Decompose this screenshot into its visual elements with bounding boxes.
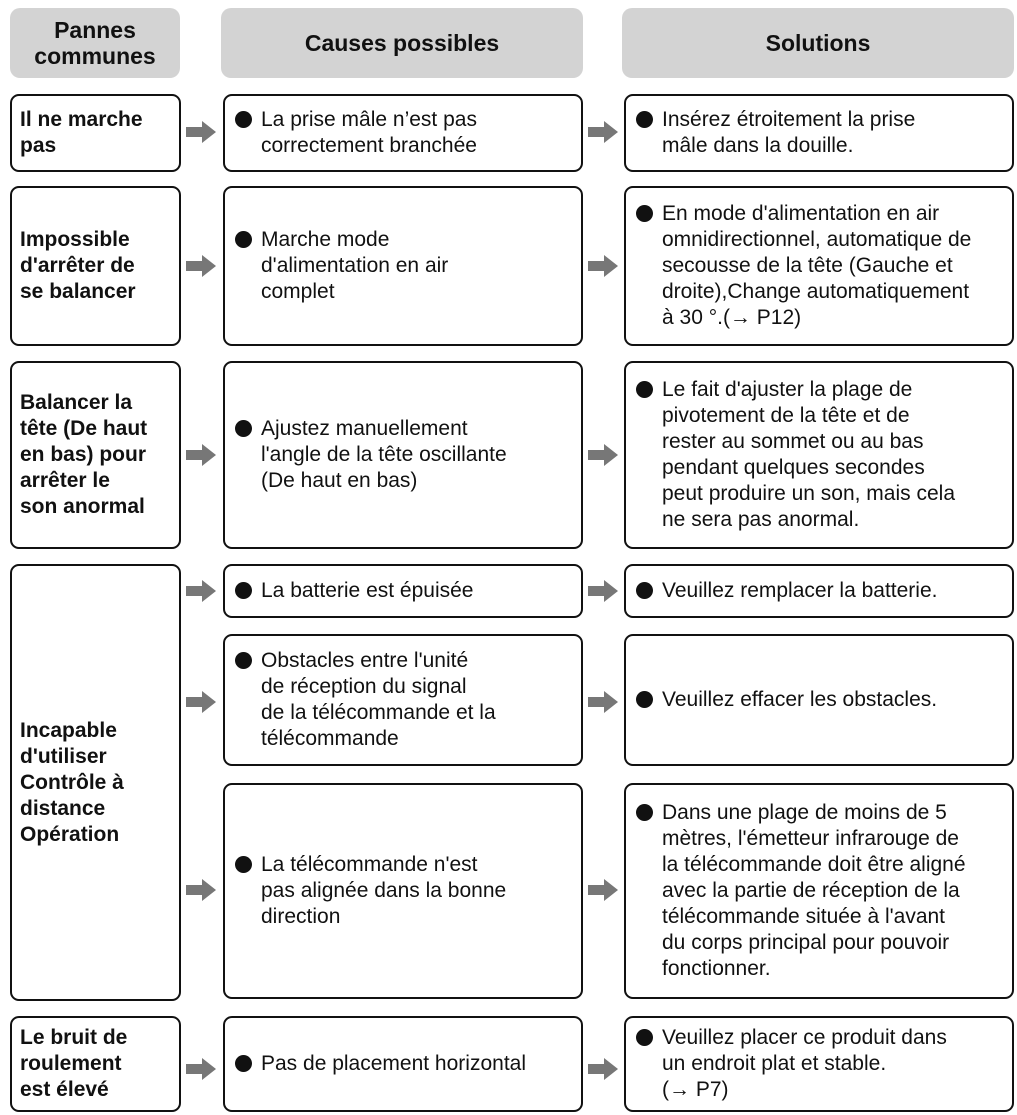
solution-box — [624, 634, 1014, 766]
solution-line: fonctionner. — [662, 957, 771, 980]
arrow-icon — [186, 121, 216, 143]
cause-line: de la télécommande et la — [261, 701, 496, 724]
problem-line: son anormal — [20, 495, 145, 518]
solution-line: un endroit plat et stable. — [662, 1052, 887, 1075]
bullet-icon — [235, 652, 252, 669]
arrow-icon — [186, 1058, 216, 1080]
solution-box — [624, 94, 1014, 172]
cause-line: La prise mâle n’est pas — [261, 108, 477, 131]
arrow-icon — [588, 580, 618, 602]
cause-line: de réception du signal — [261, 675, 467, 698]
solution-line: à 30 °.(→ P12) — [662, 306, 802, 329]
solution-line: ne sera pas anormal. — [662, 508, 860, 531]
problem-line: Le bruit de — [20, 1026, 128, 1049]
cause-box — [223, 94, 583, 172]
arrow-icon — [588, 879, 618, 901]
problem-line: Impossible — [20, 228, 130, 251]
header-problems-line-2: communes — [34, 43, 156, 69]
header-problems — [10, 8, 180, 78]
problem-box — [10, 186, 181, 346]
solution-line: droite),Change automatiquement — [662, 280, 970, 303]
bullet-icon — [235, 1055, 252, 1072]
solution-line: avec la partie de réception de la — [662, 879, 960, 902]
problem-line: d'arrêter de — [20, 254, 135, 277]
problem-line: arrêter le — [20, 469, 110, 492]
problem-line: Incapable — [20, 718, 117, 742]
bullet-icon — [235, 111, 252, 128]
solution-line: rester au sommet ou au bas — [662, 430, 924, 453]
cause-line: télécommande — [261, 727, 399, 750]
cause-line: complet — [261, 280, 335, 303]
cause-box — [223, 564, 583, 618]
cause-box — [223, 1016, 583, 1112]
solution-line: mâle dans la douille. — [662, 134, 854, 157]
problem-line: pas — [20, 134, 57, 157]
solution-line: la télécommande doit être aligné — [662, 853, 966, 876]
problem-line: Il ne marche — [20, 108, 143, 131]
solution-line: secousse de la tête (Gauche et — [662, 254, 953, 277]
bullet-icon — [636, 1029, 653, 1046]
arrow-icon — [186, 691, 216, 713]
arrow-icon — [186, 255, 216, 277]
cause-line: d'alimentation en air — [261, 254, 449, 277]
cause-box — [223, 186, 583, 346]
cause-line: direction — [261, 905, 341, 928]
cause-line: La télécommande n'est — [261, 853, 478, 876]
problem-line: Balancer la — [20, 391, 133, 414]
solution-line: pendant quelques secondes — [662, 456, 925, 479]
cause-line: correctement branchée — [261, 134, 477, 157]
bullet-icon — [235, 231, 252, 248]
problem-line: tête (De haut — [20, 417, 148, 440]
cause-box — [223, 783, 583, 999]
bullet-icon — [636, 205, 653, 222]
cause-line: Marche mode — [261, 228, 390, 251]
arrow-icon — [186, 580, 216, 602]
problem-line: Contrôle à — [20, 770, 124, 794]
bullet-icon — [636, 111, 653, 128]
solution-line: pivotement de la tête et de — [662, 404, 910, 427]
solution-line: Veuillez remplacer la batterie. — [662, 579, 938, 602]
bullet-icon — [235, 582, 252, 599]
problem-box — [10, 361, 181, 549]
problem-line: Opération — [20, 822, 120, 846]
cause-line: Ajustez manuellement — [261, 417, 468, 440]
header-solutions — [622, 8, 1014, 78]
header-causes-label: Causes possibles — [304, 30, 500, 56]
cause-box — [223, 361, 583, 549]
solution-line: Veuillez effacer les obstacles. — [662, 688, 938, 711]
problem-line: distance — [20, 796, 106, 820]
solution-line: Insérez étroitement la prise — [662, 108, 916, 131]
solution-box — [624, 361, 1014, 549]
arrow-icon — [588, 255, 618, 277]
header-solutions-label: Solutions — [765, 30, 871, 56]
arrow-icon — [588, 1058, 618, 1080]
solution-line: du corps principal pour pouvoir — [662, 931, 950, 954]
solution-line: Veuillez placer ce produit dans — [662, 1026, 947, 1049]
problem-box — [10, 564, 181, 1001]
solution-line: omnidirectionnel, automatique de — [662, 228, 972, 251]
problem-line: d'utiliser — [20, 744, 107, 768]
arrow-icon — [588, 691, 618, 713]
solution-line: télécommande située à l'avant — [662, 905, 946, 928]
problem-line: roulement — [20, 1052, 122, 1075]
bullet-icon — [636, 381, 653, 398]
problem-line: en bas) pour — [20, 443, 147, 466]
arrow-icon — [588, 444, 618, 466]
cause-line: (De haut en bas) — [261, 469, 418, 492]
cause-line: l'angle de la tête oscillante — [261, 443, 507, 466]
problem-line: se balancer — [20, 280, 136, 303]
header-problems-line-1: Pannes — [54, 17, 136, 43]
solution-line: mètres, l'émetteur infrarouge de — [662, 827, 959, 850]
arrow-icon — [588, 121, 618, 143]
solution-line: Dans une plage de moins de 5 — [662, 801, 947, 824]
solution-line: Le fait d'ajuster la plage de — [662, 378, 913, 401]
arrow-icon — [186, 879, 216, 901]
problem-box — [10, 1016, 181, 1112]
solution-line: (→ P7) — [662, 1078, 729, 1101]
problem-line: est élevé — [20, 1078, 109, 1101]
bullet-icon — [636, 804, 653, 821]
bullet-icon — [235, 856, 252, 873]
solution-line: En mode d'alimentation en air — [662, 202, 940, 225]
bullet-icon — [636, 582, 653, 599]
bullet-icon — [235, 420, 252, 437]
cause-box — [223, 634, 583, 766]
solution-box — [624, 564, 1014, 618]
cause-line: pas alignée dans la bonne — [261, 879, 507, 902]
header-causes — [221, 8, 583, 78]
solution-box — [624, 1016, 1014, 1112]
cause-line: La batterie est épuisée — [261, 579, 474, 602]
bullet-icon — [636, 691, 653, 708]
cause-line: Obstacles entre l'unité — [261, 649, 469, 672]
solution-box — [624, 186, 1014, 346]
cause-line: Pas de placement horizontal — [261, 1052, 526, 1075]
solution-box — [624, 783, 1014, 999]
arrow-icon — [186, 444, 216, 466]
solution-line: peut produire un son, mais cela — [662, 482, 956, 505]
problem-box — [10, 94, 181, 172]
